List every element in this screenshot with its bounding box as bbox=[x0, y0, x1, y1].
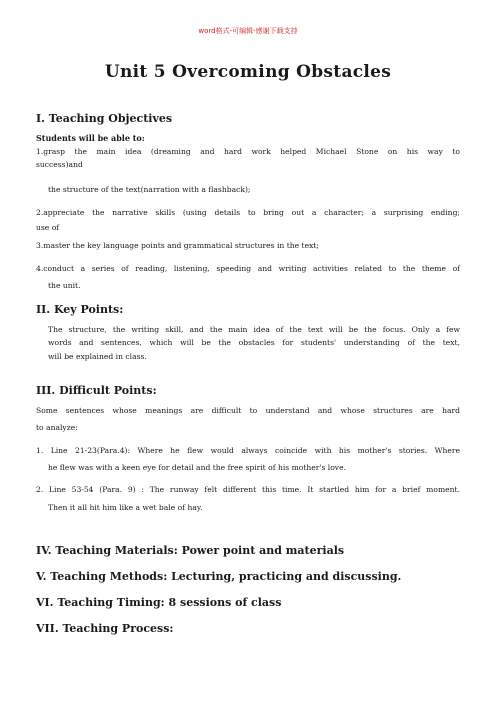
objective-3: 3.master the key language points and grammatical structures in the text; bbox=[36, 241, 319, 250]
methods-heading: V. Teaching Methods: Lecturing, practicing and discussing. bbox=[36, 570, 402, 583]
objective-4-line-1: 4.conduct a series of reading, listening, speeding and writing activities related to the theme of bbox=[36, 264, 460, 273]
process-heading: VII. Teaching Process: bbox=[36, 622, 174, 635]
objectives-intro: Students will be able to: bbox=[36, 133, 145, 143]
key-points-line-3: will be explained in class. bbox=[48, 352, 147, 361]
materials-heading: IV. Teaching Materials: Power point and materials bbox=[36, 544, 345, 557]
difficult-points-heading: III. Difficult Points: bbox=[36, 384, 157, 397]
difficult-point-1-line-2: he flew was with a keen eye for detail and the free spirit of his mother's love. bbox=[48, 463, 347, 472]
difficult-point-2-line-1: 2. Line 53-54 (Para. 9) : The runway felt different this time. It startled him for a brief moment. bbox=[36, 485, 460, 494]
difficult-point-1-line-1: 1. Line 21-23(Para.4): Where he flew would always coincide with his mother's stories. Where bbox=[36, 446, 460, 455]
timing-heading: VI. Teaching Timing: 8 sessions of class bbox=[36, 596, 282, 609]
page-title: Unit 5 Overcoming Obstacles bbox=[104, 62, 392, 82]
key-points-line-1: The structure, the writing skill, and the main idea of the text will be the focus. Only a few bbox=[48, 325, 460, 334]
objective-1-line-3: the structure of the text(narration with a flashback); bbox=[48, 185, 251, 194]
objective-4-line-2: the unit. bbox=[48, 281, 81, 290]
objective-2-line-2: use of bbox=[36, 223, 60, 232]
difficult-point-2-line-2: Then it all hit him like a wet bale of hay. bbox=[48, 503, 203, 512]
difficult-points-line-2: to analyze: bbox=[36, 423, 78, 432]
objective-1-line-1: 1.grasp the main idea (dreaming and hard work helped Michael Stone on his way to bbox=[36, 147, 460, 156]
difficult-points-line-1: Some sentences whose meanings are difficult to understand and whose structures are hard bbox=[36, 406, 460, 415]
objective-1-line-2: success)and bbox=[36, 160, 83, 169]
page-header: word格式-可编辑-感谢下载支持 bbox=[198, 27, 298, 35]
key-points-line-2: words and sentences, which will be the obstacles for students' understanding of the text, bbox=[48, 338, 460, 347]
objective-2-line-1: 2.appreciate the narrative skills (using details to bring out a character; a surprising ending; bbox=[36, 208, 460, 217]
objectives-heading: I. Teaching Objectives bbox=[36, 112, 173, 125]
key-points-heading: II. Key Points: bbox=[36, 303, 124, 316]
